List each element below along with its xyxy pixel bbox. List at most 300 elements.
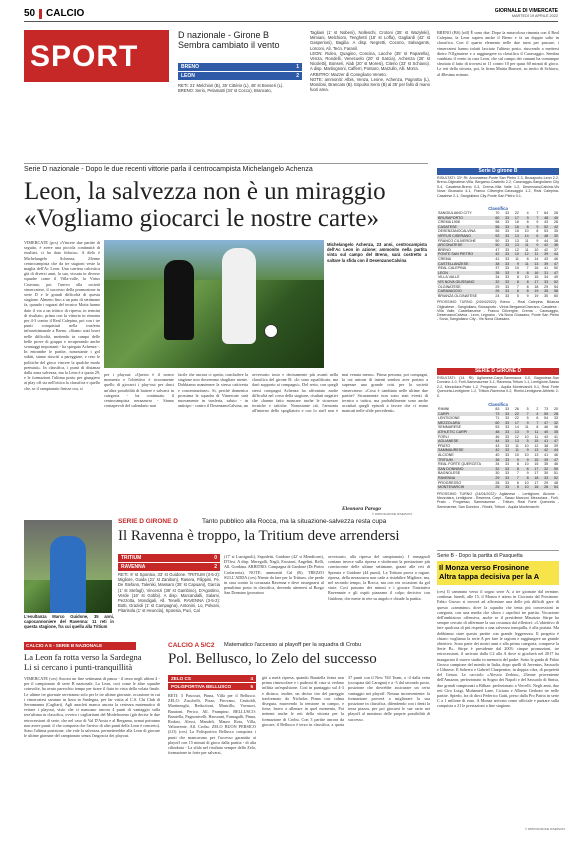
stat-cell: 42 [491,252,501,257]
stat-cell: 42 [539,243,549,248]
photo-player-1 [164,260,194,340]
stat-cell: 34 [544,275,549,280]
girone-d-box [437,368,559,546]
main-body-col3: facile che ancora ci spetta; concludere la stagione non dovremmo sbagliare niente. Dobbiamo mantenere la stessa cattiveria e concentrazione». Si, perché domenica prossima la squadra di Vimercate sarà nuovamente in trasferta, saluto - in anticipo - contro il DesenzanoCalvina, un [178,372,248,409]
section-name: CALCIO [46,8,85,19]
stat-cell: 9 [520,421,530,426]
team-cell: SEMMARESE [438,425,461,430]
bellusco-headline: Pol. Bellusco, lo Zelo del successo [168,651,377,667]
stat-cell: 48 [554,480,558,485]
stat-cell: 14 [520,234,530,239]
stat-cell: 12 [514,247,519,252]
monza-headline-box [437,561,559,585]
team-name: RAVENNA [121,564,146,570]
stat-cell: 12 [534,443,539,448]
team-cell: ARCONATESE [437,243,491,248]
stat-cell: 32 [539,467,549,472]
stat-cell: 33 [500,243,510,248]
team-cell: MONTEVARCHI [437,485,491,490]
stat-cell: 2 [536,407,539,411]
stat-cell: 8 [520,225,530,230]
stat-cell: 46 [544,425,549,430]
stat-cell: 50 [491,243,501,248]
stat-cell: 33 [505,247,510,252]
stat-cell: 48 [539,216,549,221]
ravenna-col2: (17' st Lussignoli), Sapodetti, Guidone (42' st Mendiconi), D'Orsi. A disp. Meregalli, Nagli, Erostoni, Angelini, Belli, All. Gordana. ARBITRO: Campagna di Gardone (Dr Pietro Carfarrotta). NOTE: ammoniti Cal (R). TREZZO SULL'ADDA (ces) Niente da fare per la Tritium, che perde in casa contro la corazzata Ravenna e deve rassegnarsi al penultimo posto in classifica, dovendo attenersi al Borgo San Donnino (prossimo [224,554,324,596]
stat-cell: 10 [524,452,529,457]
team-cell: VIRTUS CISERANO [437,234,491,239]
breno-lineup: BRENO: Serio, Pelamatti (34' st Cocco), Brancato, [178,88,272,94]
stat-cell: 8 [526,284,529,289]
stat-cell: 54 [544,416,549,421]
stat-cell: 40 [495,452,500,457]
stat-cell: 38 [554,238,558,243]
stat-cell: 33 [539,280,549,285]
stat-cell: 47 [495,247,500,252]
stat-cell: 9 [520,430,530,435]
stat-cell: 35 [554,229,558,234]
ravenna-col1: RETI: 9' st Sponsia, 33' st Guidone. TRITIUM (3-5-2): Migliore, Guida (21' st Zanibon), Rasera, Filippini, Fe. De Stefano, Taleniki, Massaro (35' st Capuani), Garcia (1' st Stefagl), Vincenzi (38' st Gambino), D'Agostino, Verde (16' st Gobbi). A disp. Marcandalli, Salami, Pezzotta, Mondigali, All. Tenelli. RAVENNA (3-5-2): Botti, Grazioli (1' st Campagna), Antonini, Lo, Polvani, Pitarisola (1' st Heuncla), Sponsia, Puci, Cal [118,572,220,614]
stat-cell: 33 [500,262,510,267]
stat-cell: 8 [520,271,530,276]
stat-cell: 33 [500,280,510,285]
stat-cell: 48 [539,234,549,239]
stat-cell: 15 [530,439,540,444]
stat-cell: 13 [514,238,519,243]
stat-cell: 8 [526,220,529,225]
stat-cell: 33 [500,458,510,463]
stat-cell: 41 [539,439,549,444]
stat-cell: 10 [510,252,520,257]
stat-cell: 29 [491,476,501,481]
stat-cell: 37 [495,266,500,271]
stat-cell: 39 [539,252,549,257]
stat-cell: 60 [491,216,501,221]
monza-body: (ces) Il cammino verso il sogno serie A, a tre giornate dal termine, continua: lunedì, alle 15, il Monza è atteso in Ciociaria dal Frosinone. Fabio Grosso si troverà ad affrontare una delle più difficili gare di questo «cammino» dove la squadra che tenta più concessioni in categoria, con una media che sfiora i capolisti tre partita. Vocazione dell'ambizioso offensiva, anche se il presidente Maurizio Stirpe ha sempre cercato di affermare la sua costanza dal riflettori: «L'obiettivo di fare qualcosa di più rispetto a una salvezza tranquilla, è alla portata. Ma dobbiamo stare questo partite con grande leggerezza. Il progetto è chiaro: vogliamo la serie A per fare le ragioni e raggiungere un grande obiettivo. Sono parte dei nostri anni e alla prima categoria, comprese la Serie B». Stirpe è presidente dal 2003: cinque promozioni, tre retrocessioni, il arrivato dalla C2 alla A dove si giocherà nel 2017 ha inaugurato il nuovo stadio in memoria del padre. Sotto la guida di Fabio Grosso campione del mondo in Italia, dopo quelli di Juventus, Sassuolo e Udinese. Il Sobrero e Gabriel Charpentier, in doppia cifra, di proprietà del Genoa. Le cacciolo «Alessio Zerbin», 23enne proveniente dell'Amazon, perfezionato in Sogno dei Napoli e del Sassuolo di Sinisa, due grandi campionati a Bilbao: perfezionato a Vercelli. Negli anni, due reti Ciro Luigi, Muhamed Lane, Ciciano e Alberto Gerboni tre nelle partite. Spiedo, fra di dieci Federico Gatti, preso dalla Pro Patria in serie C a 1 milione di euro. A Monza arrivato come ufficiale e puntare sulla conquista a 21 le prestazioni a fine stagione. [437,589,559,709]
stat-cell: 33 [500,289,510,294]
stat-cell: 9 [526,471,529,476]
stat-cell: 29 [544,480,549,485]
stat-cell: 17 [534,471,539,476]
bellusco-col1: RETI: 3 Pasocuri, Pinna, Villa per il Bellusco. ZELO: Zucchelli, Pizzo, Pirovano, Castioldi, Martinenghi, Reducitoni, Mastrillo, Vavasori, Baratoni, Perico. All. Frampino. BELLUSCO: Baratella, Pagnonivelli, Hassouni, Fumagalli, Pinna, Rodasi, Alessi, Mandeli, Mauro Rota, Villa, Valtorrente. All. Crobu. ZELO BUON PERSICO (LO) (ces) La Polisportiva Bellusco conquista i punti che mancavano per l'accesso garantito ai playoff con 15 minuti di gioco dalla partita - di alta cilindrata - La sfida nel risultato sempre dello Zelo, formazione in forte per salvarsi, [168,693,256,756]
standings-row [437,294,559,299]
main-headline-1: Leon, la salvezza non è un miraggio [24,178,386,205]
breno-lineup-cont: Tagliani (1' st Nobeni), Nolleschi, Crotoni (35' st Wazyleki), Mimiani, Melchioro, Tenghetti (16' st Loffa), Gagliardi (42' st Gasperioni), Bagilia. A disp. Negretti, Cocono, Salvagonts, Lorconi, Alì. Tecn. Faranil. [310,30,430,51]
stat-cell: 6 [516,480,519,485]
report-title-1: D nazionale - Girone B [178,30,270,40]
team-goals: 5 [250,684,253,689]
team-name: LEON [181,73,195,79]
stat-cell: 29 [495,284,500,289]
stat-cell: 5 [526,416,529,421]
stat-cell: 31 [539,271,549,276]
stat-cell: 5 [510,485,520,490]
stat-cell: 8 [516,462,519,467]
stat-cell: 17 [530,467,540,472]
stat-cell: 19 [530,289,540,294]
stat-cell: 53 [544,229,549,234]
stat-cell: 11 [520,243,530,248]
author-byline: Eleonora Parogo [342,506,381,512]
team-cell: FRANCO CILIVERGHE [438,238,476,243]
stat-cell: 33 [500,234,510,239]
stat-cell: 7 [530,421,540,426]
stat-cell: 5 [516,293,519,298]
stat-cell: 47 [549,439,559,444]
stat-cell: 40 [549,216,559,221]
stat-cell: 13 [510,439,520,444]
stat-cell: 8 [520,467,530,472]
stat-cell: 41 [544,452,549,457]
stat-cell: 33 [500,485,510,490]
stat-cell: 13 [510,430,520,435]
standings-row [437,485,559,490]
stat-cell: 52 [539,225,549,230]
stat-cell: 46 [554,462,558,467]
stat-cell: 40 [539,430,549,435]
kicker-rule [24,163,428,164]
stat-cell: 48 [491,430,501,435]
stat-cell: 53 [491,234,501,239]
stat-cell: 9 [530,243,540,248]
stat-cell: 50 [495,238,500,243]
stat-cell: 46 [495,434,500,439]
stat-cell: 7 [536,211,539,215]
stat-cell: 37 [554,247,558,252]
stat-cell: 10 [534,247,539,252]
girone-b-box [437,168,559,363]
team-cell: PONTE SAN PIETRO [437,252,491,257]
stat-cell: 60 [554,293,558,298]
report-title-2: Sembra cambiato il vento [178,40,280,50]
sport-banner [24,30,169,82]
stat-cell: 7 [516,471,519,476]
scoreboard [178,63,302,80]
stat-cell: 25 [491,485,501,490]
stat-cell: 12 [520,252,530,257]
team-cell: LENTIGIONE [438,416,460,421]
ravenna-photo [24,520,112,613]
header-accent [39,9,42,19]
ravenna-col3: avversario, alla ripresa del campionato). I romagnoli contano invece sulla ripresa e sfoderano la prestazione più convincente delle ultime settimane, grazie alle reti di Sponsia e Guidone (44 punti). La Tritium prova a ragare, ripresa, della nerazzurra non cade a ristabilire Migliore, ma, nel secondo tempo, la Rocca, ma con rea occasioni da gol vinte. Così passano dei minuti e i giocare l'iniziativa Ravennate e gli ospiti piazzano il colpo decisivo con Guidone, che mette in rete su angolo e chiude la partita. [328,554,430,601]
standings-table-b [437,211,559,298]
stat-cell: 22 [514,416,519,421]
team-name: TRITIUM [121,555,142,561]
stat-cell: 33 [500,448,510,453]
main-body-col1: VIMERCATE (pcs) «Vincere due partite di seguito, è avere una piccola continuità di risultati, ci ha dato fiducia». A dirlo è Michelangelo Achenza, 23enne centrocampista che da tre stagioni veste la maglia dell'Ac Leon. Una carriera calcistica già di diversi anni, la sua, vissuta in diverse squadre come il Villa-valle, la Virtus Ciserano, poi l'arrivo alla società vimercatese, il successo della promozione in serie D e le grandi difficoltà di questa stagione. Almeno fino a un paio di settimane fa, quando i ragazzi del tecnico Motta hanno dato il via a un trittico di ripresa, in termini di risultato, prima con la vittoria in rimonta per 4-3 contro il Real Calepina, poi con i tre punti conquistati nella trasferta infrasettimanale a Breno. «Siamo stati bravi nelle difficoltà, mettendo in campo delle belle prove di gruppo e recuperando anche svantaggi importanti - ha spiegato Achenza -. In entrambe le partite, nonostante i gol subiti, siamo riusciti a pareggiare, e reso le politiche del gioco vincere la qualche modo premiati». In classifica, i punti di distanza dalla zona salvezza, ma la Leon è a quota 29, e le formazioni l'ultima posto per giungiero ai play off sia nell'ottica la classifica e quello che, se il campionato finisse ora, si [24,240,100,391]
stat-cell: 39 [554,443,558,448]
stat-cell: 7 [530,216,540,221]
stat-cell: 49 [554,275,558,280]
stat-cell: 33 [505,220,510,225]
stat-cell: 33 [505,416,510,421]
stat-cell: 51 [554,471,558,476]
stat-cell: 32 [549,421,559,426]
stat-cell: 15 [530,458,540,463]
c5-tag-bar [24,642,136,650]
stat-cell: 11 [520,262,530,267]
monza-headline-2: Altra tappa decisiva per la A [439,572,540,581]
stat-cell: 30 [544,471,549,476]
stat-cell: 73 [544,407,549,411]
stat-cell: 42 [539,448,549,453]
photo-player [50,536,86,613]
stat-cell: 33 [505,211,510,215]
stat-cell: 7 [516,284,519,289]
stat-cell: 10 [520,485,530,490]
team-cell: CASTELLANZESE [437,262,491,267]
team-cell: ALCIONE [438,452,454,457]
stat-cell: 38 [491,262,501,267]
main-body-col2: per i playout: «Questo è il nostro momento e l'obiettivo è sicuramente quello di giocarci i play-out per darci un'altra possibilità di battere e salvarci in categoria - ha continuato il centrocampista nerazzurro - Siamo consapevoli del calendario non [104,372,174,409]
team-cell: CASATESE [437,225,491,230]
stat-cell: 47 [549,271,559,276]
team-cell: PRATO [438,443,451,448]
stat-cell: 8 [526,256,529,261]
stat-cell: 11 [530,430,540,435]
team-cell: SANGIULIANO CITY [438,211,472,215]
stat-cell: 43 [544,220,549,225]
box-results: RISULTATI: (14. Rt) Aglianese-Carpi-Sammaura 0-0, Bagnolese-San Donnino 1-0, Forlì-Sammaurese 3-1, Ravenna-Tritium 1-1, Lentigione-Sasso 2-2, Mezzolara-Prato 1-2, Progresso - Aquila Montevarchi 0-1, Real Forte Querceta-Lentigione 1-2, Tritium-Ravenna 0-2, Rimini-Lentigione-Athletic 2-0. [437,376,559,398]
copyright-note: © RIPRODUZIONE RISERVATA [372,512,413,516]
stat-cell: 5 [526,407,529,411]
team-cell: BAGNOLESE [438,471,461,476]
team-cell: BRUSAPORTO [437,216,491,221]
stat-cell: 33 [505,256,510,261]
ravenna-tag: SERIE D GIRONE D [118,518,178,525]
stat-cell: 33 [539,476,549,481]
team-cell: FORLÌ [438,434,449,439]
stat-cell: 42 [491,448,501,453]
c5-body: VIMERCATE (ces) Ancora un fine settimana di pausa - il terzo negli ultimi 4 - per il campionato di serie B nazionale. La Leon, così come le altre squadre coinvolte, ha avuto parecchio tempo per tirare il fiato in vista della volata finale. Le ultime tre giornate serviranno solo per le tre ultime giornate, occasione in cui i vimercatesi saranno in lizza in Sardegna, per far visita al C.S. Chi Club di Serramanna (Cagliari). Agli anacleti manca ancora la certezza matematica di evitare i playout, visto che ci mancano ancora 4 punti di vantaggio sulla terz'ultima in classifica, ovvero i cagliaritani del Modelrozeno (già decise le due retrocessioni di serie, che nel caso di Val D'Aosta e al Bergamo, ormai potranno non avere punti: il che comporta che l'arrivo di altri punti della Leon è concreto). Sono l'ultima posizione, che vale la salvezza, permetterebbe alla Leon di giocare le ultime giornate del campionato senza l'angoscia dei playout. [24,676,160,739]
stat-cell: 54 [554,284,558,289]
team-goals: 2 [296,73,299,79]
score-row [168,683,256,690]
stat-cell: 10 [524,462,529,467]
stat-cell: 60 [491,421,501,426]
stat-cell: 41 [544,266,549,271]
stat-cell: 6 [510,289,520,294]
box-title: Serie D girone B [437,168,559,175]
stat-cell: 33 [500,476,510,481]
newspaper-name: GIORNALE DI VIMERCATE [494,8,558,14]
stat-cell: 43 [495,443,500,448]
stat-cell: 33 [505,452,510,457]
score-row [178,63,302,72]
stat-cell: 10 [524,275,529,280]
team-cell: OLGINATESE [438,284,461,289]
sport-label: SPORT [30,40,139,73]
stat-cell: 19 [534,293,539,298]
stat-cell: 50 [554,266,558,271]
stat-cell: 44 [549,252,559,257]
stat-cell: 9 [510,458,520,463]
stat-cell: 18 [534,284,539,289]
stat-cell: 28 [554,220,558,225]
stat-cell: 52 [549,476,559,481]
monza-copyright: © RIPRODUZIONE RISERVATA [525,827,566,831]
stat-cell: 33 [505,462,510,467]
stat-cell: 33 [500,252,510,257]
stat-cell: 33 [505,266,510,271]
score-row [118,554,220,563]
ravenna-kicker-row [118,518,430,528]
stat-cell: 36 [491,458,501,463]
score-row [178,72,302,80]
stat-cell: 33 [500,421,510,426]
stat-cell: 58 [549,289,559,294]
standings-table-d [437,407,559,490]
stat-cell: 32 [491,280,501,285]
stat-cell: 8 [536,425,539,430]
stat-cell: 36 [554,425,558,430]
stat-cell: 33 [554,416,558,421]
stat-cell: 16 [530,271,540,276]
main-kicker: Serie D nazionale - Dopo le due recenti vittorie parla il centrocampista Michelangelo Achenza [24,166,313,173]
stat-cell: 22 [514,211,519,215]
match-sheet-continued [310,30,430,148]
stat-cell: 8 [520,476,530,481]
stat-cell: 9 [520,216,530,221]
stat-cell: 9 [510,271,520,276]
stat-cell: 10 [524,229,529,234]
stat-cell: 33 [505,284,510,289]
stat-cell: 18 [530,485,540,490]
stat-cell: 33 [505,229,510,234]
stat-cell: 8 [516,275,519,280]
referee-line: ARBITRO: Mazzer di Conegliano Veneto. [310,71,387,77]
photo-ball [264,324,278,338]
stat-cell: 28 [495,480,500,485]
stat-cell: 39 [539,458,549,463]
stat-cell: 17 [510,421,520,426]
stat-cell: 42 [544,247,549,252]
stat-cell: 13 [530,262,540,267]
stat-cell: 9 [536,220,539,225]
stat-cell: 33 [500,467,510,472]
stat-cell: 24 [495,293,500,298]
breno-leon-body: BRENO (BS) [rdf] È sono due. Dopo la miracolosa rimonta con il Real Calepina, la Leon supera anche il Breno e fa un doppio salto in classifica. Con il quarto elemento nelle due turni per passare, i vimercatesi hanno infatti lasciato l'ultimo posto, riuscendo a mettersi dietro l'Olginatese e a raggiungere in classifica il Caravaggio. Sembra cambiato il vento in casa Leon, che sul campo dei camuni ha comunque sfruttato il fatto di trovarsi in 11 contro 10 per quasi 60 minuti di gioco. Le reti della vittoria, poi, la firma Mattia Bonseri, su invito di Schiavo, al 48esimo minuto. [437,30,559,77]
stat-cell: 11 [510,448,520,453]
stat-cell: 10 [524,480,529,485]
stat-cell: 43 [544,434,549,439]
stat-cell: 30 [495,471,500,476]
stat-cell: 16 [510,225,520,230]
stat-cell: 16 [534,266,539,271]
c5-headline-2: Li si cercano i punti-tranquillità [24,662,133,672]
stat-cell: 33 [500,216,510,221]
bellusco-kicker: Matematico l'accesso ai playoff per la squadra di Crobu [224,642,362,648]
stat-cell: 41 [554,434,558,439]
stat-cell: 10 [524,434,529,439]
monza-kicker: Serie B - Dopo la partita di Pasquetta [437,553,523,559]
ravenna-headline: Il Ravenna è troppo, la Tritium deve arrendersi [118,528,400,544]
score-row [168,675,256,683]
stat-cell: 33 [505,407,510,411]
main-headline-2: «Vogliamo giocarci le nostre carte» [24,205,379,232]
team-cell: CREMA [438,256,451,261]
c5-tag: CALCIO A 5 - SERIE B NAZIONALE [26,643,103,648]
stat-cell: 33 [505,293,510,298]
team-cell: RIMINI [438,407,450,411]
stat-cell: 9 [530,225,540,230]
stat-cell: 11 [524,238,529,243]
team-name: ZELO CS [171,676,191,681]
stat-cell: 46 [554,452,558,457]
stat-cell: 71 [495,416,500,421]
stat-cell: 10 [514,266,519,271]
team-cell: REAL CALEPINA [438,266,467,271]
stat-cell: 34 [495,462,500,467]
stat-cell: 8 [536,229,539,234]
stat-cell: 26 [491,289,501,294]
team-goals: 1 [296,64,299,70]
stat-cell: 52 [549,280,559,285]
stat-cell: 15 [514,229,519,234]
photo-caption: Michelangelo Achenza, 23 anni, centrocampista dell'Ac Leon in azione; ammonito nella partita vinta sul campo del Breno, sarà costretto a saltare la sfida con il DesenzanoCalvina [327,242,427,263]
team-cell: MEZZOLARA [437,421,491,426]
stat-cell: 17 [510,216,520,221]
stat-cell: 5 [520,439,530,444]
team-cell: PROGRESSO [438,480,462,485]
stat-cell: 7 [520,412,530,417]
stat-cell: 13 [534,452,539,457]
monza-rule [437,550,559,551]
stat-cell: 11 [524,247,529,252]
team-cell: RAVENNA [437,476,491,481]
stat-cell: 11 [515,443,519,448]
stat-cell: 50 [549,467,559,472]
stat-cell: 6 [530,234,540,239]
stat-cell: 8 [520,289,530,294]
next-round: PROSSIMO TURNO (24/04/2022): Breno - Real Calepina, Brianza Olginatese - Sangiuliano, Brusaporto - Virtus Bergamo/Ciserano, Casatese - Villa Valle, Castellanzese - Franco Ciliverghe, Crema - Caravaggio, DesenzanoCalvina - Leon, Legnano - Vis Nova Giussano, Ponte San Pietro - Sona, Sangiuliano City - Vis Nova Giussano. [437,300,559,322]
photo-player-2 [222,248,256,344]
stat-cell: 44 [544,238,549,243]
stat-cell: 73 [491,412,501,417]
stat-cell: 26 [514,407,519,411]
box-results: RISULTATI: 33^ Rt: Arconatese-Ponte San Pietro 2-3, Brusaporto-Leon 2-2, Breno-Olginatese-Villa, Bergamo-Castiello 2-2, Caravaggio-Sangiuliano City 0-4, Casatese-Breno 0-3, Crema-Villa Valle 1-2, DesenzanoCalvina-Vis Nova Giussano 4-1, Franco Ciliverghe-Caravaggio 1-2, Real Calepina-Casatese 2-1, Sangiuliano City-Ponte San Pietro 0-1. [437,176,559,198]
team-cell: DESENZANOCALVINA [438,229,476,234]
stat-cell: 35 [539,289,549,294]
next-round: PROSSIMO TURNO (24/04/2022): Aglianese - Lentigione, Alcione - Mezzolara, Lentigione - Ravenna, Carpi - Sasso Marconi, Mezzolara - Forlì, Prato - Progresso, Sammaurese - Tritium, Real Forte Querceta - Semmarese, San Donnino - Rimini, Tritium - Aquila Montevarchi. [437,491,559,509]
team-cell: AGLIANESE [437,439,491,444]
stat-cell: 47 [539,421,549,426]
stat-cell: 10 [514,452,519,457]
stat-cell: 6 [536,416,539,421]
box-title: SERIE D GIRONE D [437,368,559,375]
team-cell: VIS NOVA GIUSSANO [437,280,491,285]
stat-cell: 59 [539,412,549,417]
stat-cell: 33 [505,434,510,439]
stat-cell: 33 [500,225,510,230]
monza-headline-1: Il Monza verso Frosinone [439,563,530,572]
stat-cell: 64 [544,211,549,215]
stat-cell: 33 [505,443,510,448]
stat-cell: 15 [534,462,539,467]
team-cell: ATHLETIC CARPI [437,430,491,435]
stat-cell: 14 [534,256,539,261]
ravenna-caption: L'esultanza Marco Guidone, 35 anni, capocannoniere del Ravenna: 11 reti in questa stagione, fra cui quella alla Tritium [24,614,114,630]
stat-cell: 33 [505,275,510,280]
match-sheet [178,83,306,111]
team-goals: 0 [214,555,217,561]
stat-cell: 11 [524,425,529,430]
stat-cell: 83 [495,407,500,411]
stat-cell: 33 [505,480,510,485]
stat-cell: 35 [544,462,549,467]
stat-cell: 33 [500,412,510,417]
standings-label: Classifica [488,402,508,407]
